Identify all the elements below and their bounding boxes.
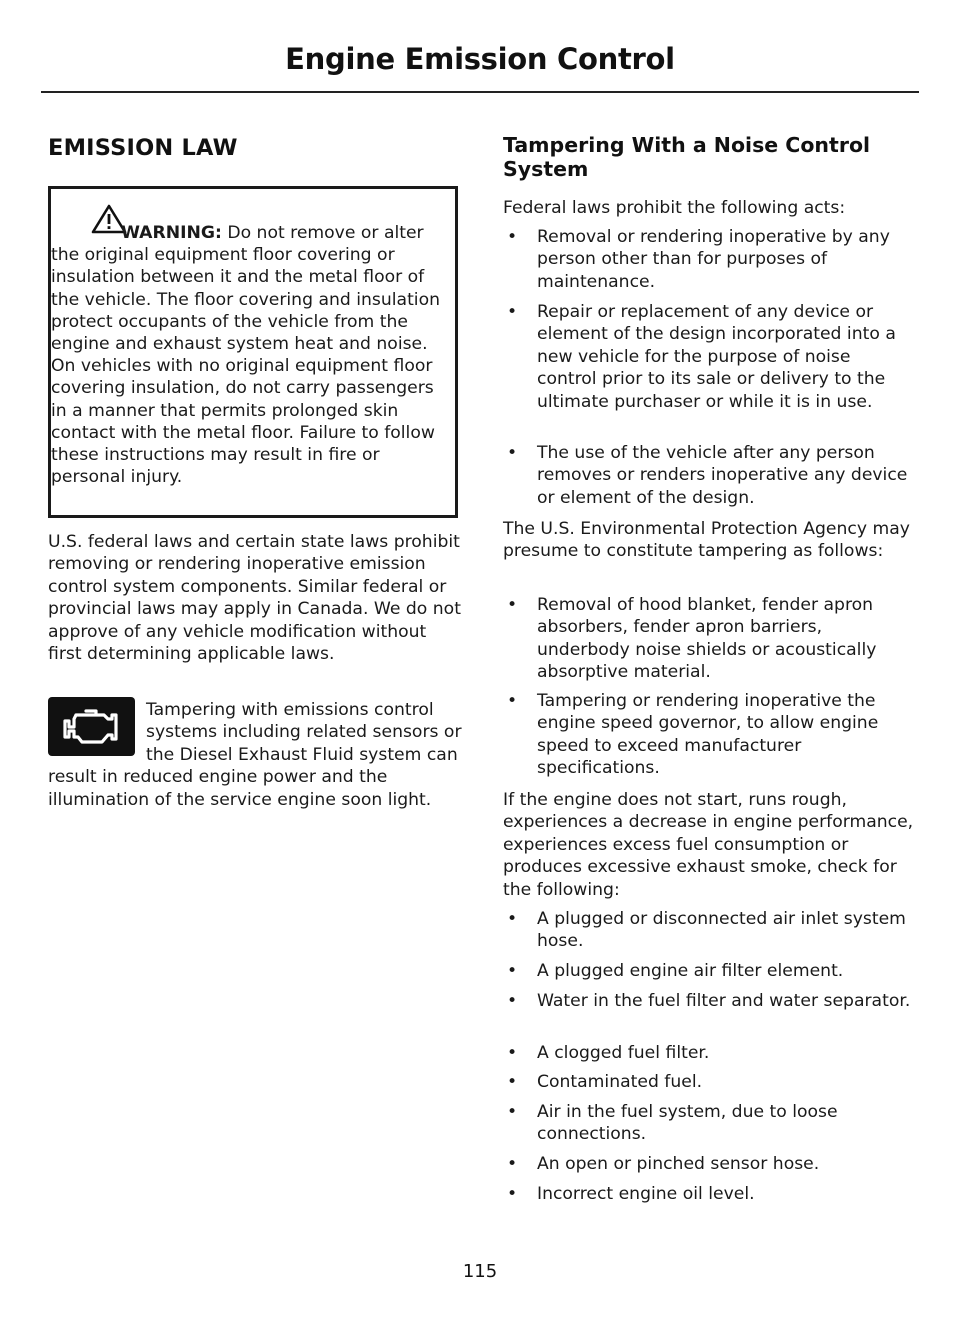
list-item: • A clogged fuel filter. (507, 1043, 710, 1063)
emission-law-paragraph: U.S. federal laws and certain state laws prohibit removing or rendering inoperative emission control system components. Similar federal or provincial laws may apply in Canada. We do not approve of any vehicle modification without first determining applicable laws. (48, 532, 461, 665)
section-heading-noise-control: Tampering With a Noise Control System (503, 133, 871, 181)
section-heading-emission-law: EMISSION LAW (48, 135, 238, 161)
tampering-text: Tampering with emissions control systems including related sensors or the Diesel Exhaust Fluid system can result in reduced engine power and the illumination of the service engine soon light. (48, 700, 462, 810)
list-item: • Contaminated fuel. (507, 1072, 703, 1092)
list-item: • Incorrect engine oil level. (507, 1184, 755, 1204)
warning-text (51, 222, 455, 488)
list-item: • Air in the fuel system, due to loose connections. (507, 1102, 838, 1145)
page-number: 115 (462, 1261, 498, 1282)
list-item: • An open or pinched sensor hose. (507, 1154, 820, 1174)
page-title: Engine Emission Control (285, 42, 675, 76)
epa-intro: The U.S. Environmental Protection Agency may presume to constitute tampering as follows: (503, 519, 910, 562)
check-engine-icon (48, 697, 135, 756)
list-item: • Repair or replacement of any device or element of the design incorporated into a new vehicle for the purpose of noise control prior to its sale or delivery to the ultimate purchaser or while it is in use. (507, 302, 896, 412)
federal-intro: Federal laws prohibit the following acts: (503, 198, 846, 218)
header-divider (41, 91, 919, 93)
engine-check-intro: If the engine does not start, runs rough, experiences a decrease in engine performance, experiences excess fuel consumption or produces excessive exhaust smoke, check for the following: (503, 790, 914, 900)
warning-body: Do not remove or alter the original equipment floor covering or insulation between it and the metal floor of the vehicle. The floor covering and insulation protect occupants of the vehicle from the engine and exhaust system heat and noise. On vehicles with no original equipment floor covering insulation, do not carry passengers in a manner that permits prolonged skin contact with the metal floor. Failure to follow these instructions may result in fire or personal injury. (51, 223, 440, 488)
warning-label: WARNING: (121, 223, 222, 243)
list-item: • A plugged engine air filter element. (507, 961, 844, 981)
list-item: • Removal or rendering inoperative by any person other than for purposes of maintenance. (507, 227, 890, 292)
list-item: • The use of the vehicle after any person removes or renders inoperative any device or element of the design. (507, 443, 908, 508)
list-item: • Removal of hood blanket, fender apron absorbers, fender apron barriers, underbody noise shields or acoustically absorptive material. (507, 595, 877, 683)
list-item: • Water in the fuel filter and water separator. (507, 991, 911, 1011)
list-item: • A plugged or disconnected air inlet system hose. (507, 909, 906, 952)
warning-box (48, 186, 458, 518)
list-item: • Tampering or rendering inoperative the engine speed governor, to allow engine speed to exceed manufacturer specifications. (507, 691, 879, 779)
